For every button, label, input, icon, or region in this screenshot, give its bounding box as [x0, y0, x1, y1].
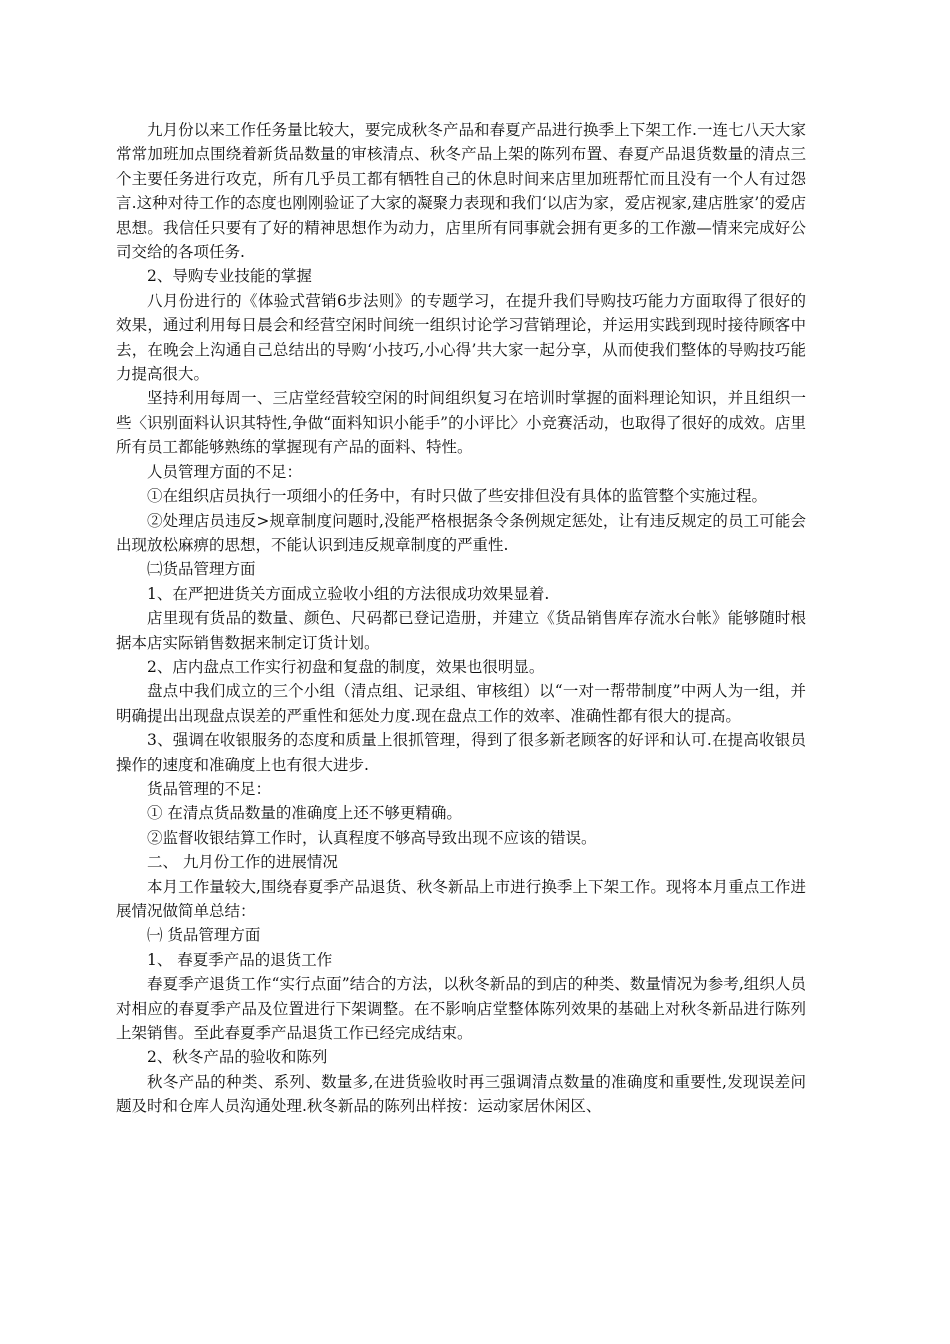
section-heading: 二、 九月份工作的进展情况: [147, 853, 338, 872]
paragraph: 3、强调在收银服务的态度和质量上很抓管理，得到了很多新老顾客的好评和认可.在提高收银员操作的速度和准确度上也有很大进步.: [116, 731, 806, 774]
section-heading: 人员管理方面的不足：: [147, 462, 303, 481]
paragraph: 春夏季产退货工作“实行点面”结合的方法，以秋冬新品的到店的种类、数量情况为参考,组织人员对相应的春夏季产品及位置进行下架调整。在不影响店堂整体陈列效果的基础上对秋冬新品进行陈列上架销售。至此春夏季产品退货工作已经完成结束。: [116, 975, 806, 1043]
paragraph: 九月份以来工作任务量比较大，要完成秋冬产品和春夏产品进行换季上下架工作.一连七八天大家常常加班加点围绕着新货品数量的审核清点、秋冬产品上架的陈列布置、春夏产品退货数量的清点三个主要任务进行攻克，所有几乎员工都有牺牲自己的休息时间来店里加班帮忙而且没有一个人有过怨言.这种对待工作的态度也刚刚验证了大家的凝聚力表现和我们‘以店为家，爱店视家,建店胜家’的爱店思想。我信任只要有了好的精神思想作为动力，店里所有同事就会拥有更多的工作激—情来完成好公司交给的各项任务.: [116, 121, 806, 262]
paragraph: 本月工作量较大,围绕春夏季产品退货、秋冬新品上市进行换季上下架工作。现将本月重点工作进展情况做简单总结：: [116, 877, 806, 920]
section-heading: ㈡货品管理方面: [147, 560, 256, 579]
section-heading: 2、秋冬产品的验收和陈列: [147, 1048, 328, 1067]
paragraph: 秋冬产品的种类、系列、数量多,在进货验收时再三强调清点数量的准确度和重要性,发现误差问题及时和仓库人员沟通处理.秋冬新品的陈列出样按：运动家居休闲区、: [116, 1072, 806, 1116]
paragraph: 店里现有货品的数量、颜色、尺码都已登记造册，并建立《货品销售库存流水台帐》能够随时根据本店实际销售数据来制定订货计划。: [116, 609, 806, 652]
document-body: [116, 118, 806, 1119]
list-item: ②监督收银结算工作时，认真程度不够高导致出现不应该的错误。: [147, 828, 597, 847]
section-heading: 2、店内盘点工作实行初盘和复盘的制度，效果也很明显。: [147, 657, 545, 676]
list-item: ①在组织店员执行一项细小的任务中，有时只做了些安排但没有具体的监管整个实施过程。: [147, 487, 768, 506]
paragraph: 八月份进行的《体验式营销6步法则》的专题学习，在提升我们导购技巧能力方面取得了很好的效果，通过利用每日晨会和经营空闲时间统一组织讨论学习营销理论，并运用实践到现时接待顾客中去，在晚会上沟通自己总结出的导购‘小技巧,小心得’共大家一起分享，从而使我们整体的导购技巧能力提高很大。: [116, 291, 806, 384]
section-heading: ㈠ 货品管理方面: [147, 926, 261, 945]
list-item: ②处理店员违反>规章制度问题时,没能严格根据条令条例规定惩处，让有违反规定的员工可能会出现放松麻痹的思想，不能认识到违反规章制度的严重性.: [116, 511, 806, 554]
section-heading: 2、导购专业技能的掌握: [147, 267, 312, 286]
list-item: ① 在清点货品数量的准确度上还不够更精确。: [147, 804, 462, 823]
paragraph: 盘点中我们成立的三个小组（清点组、记录组、审核组）以“一对一帮带制度”中两人为一组，并明确提出出现盘点误差的严重性和惩处力度.现在盘点工作的效率、准确性都有很大的提高。: [116, 682, 806, 725]
section-heading: 1、在严把进货关方面成立验收小组的方法很成功效果显着.: [147, 584, 550, 603]
section-heading: 1、 春夏季产品的退货工作: [147, 950, 333, 969]
section-heading: 货品管理的不足：: [147, 779, 272, 798]
paragraph: 坚持利用每周一、三店堂经营较空闲的时间组织复习在培训时掌握的面料理论知识，并且组织一些〈识别面料认识其特性,争做“面料知识小能手”的小评比〉小竞赛活动，也取得了很好的成效。店里所有员工都能够熟练的掌握现有产品的面料、特性。: [116, 389, 806, 457]
